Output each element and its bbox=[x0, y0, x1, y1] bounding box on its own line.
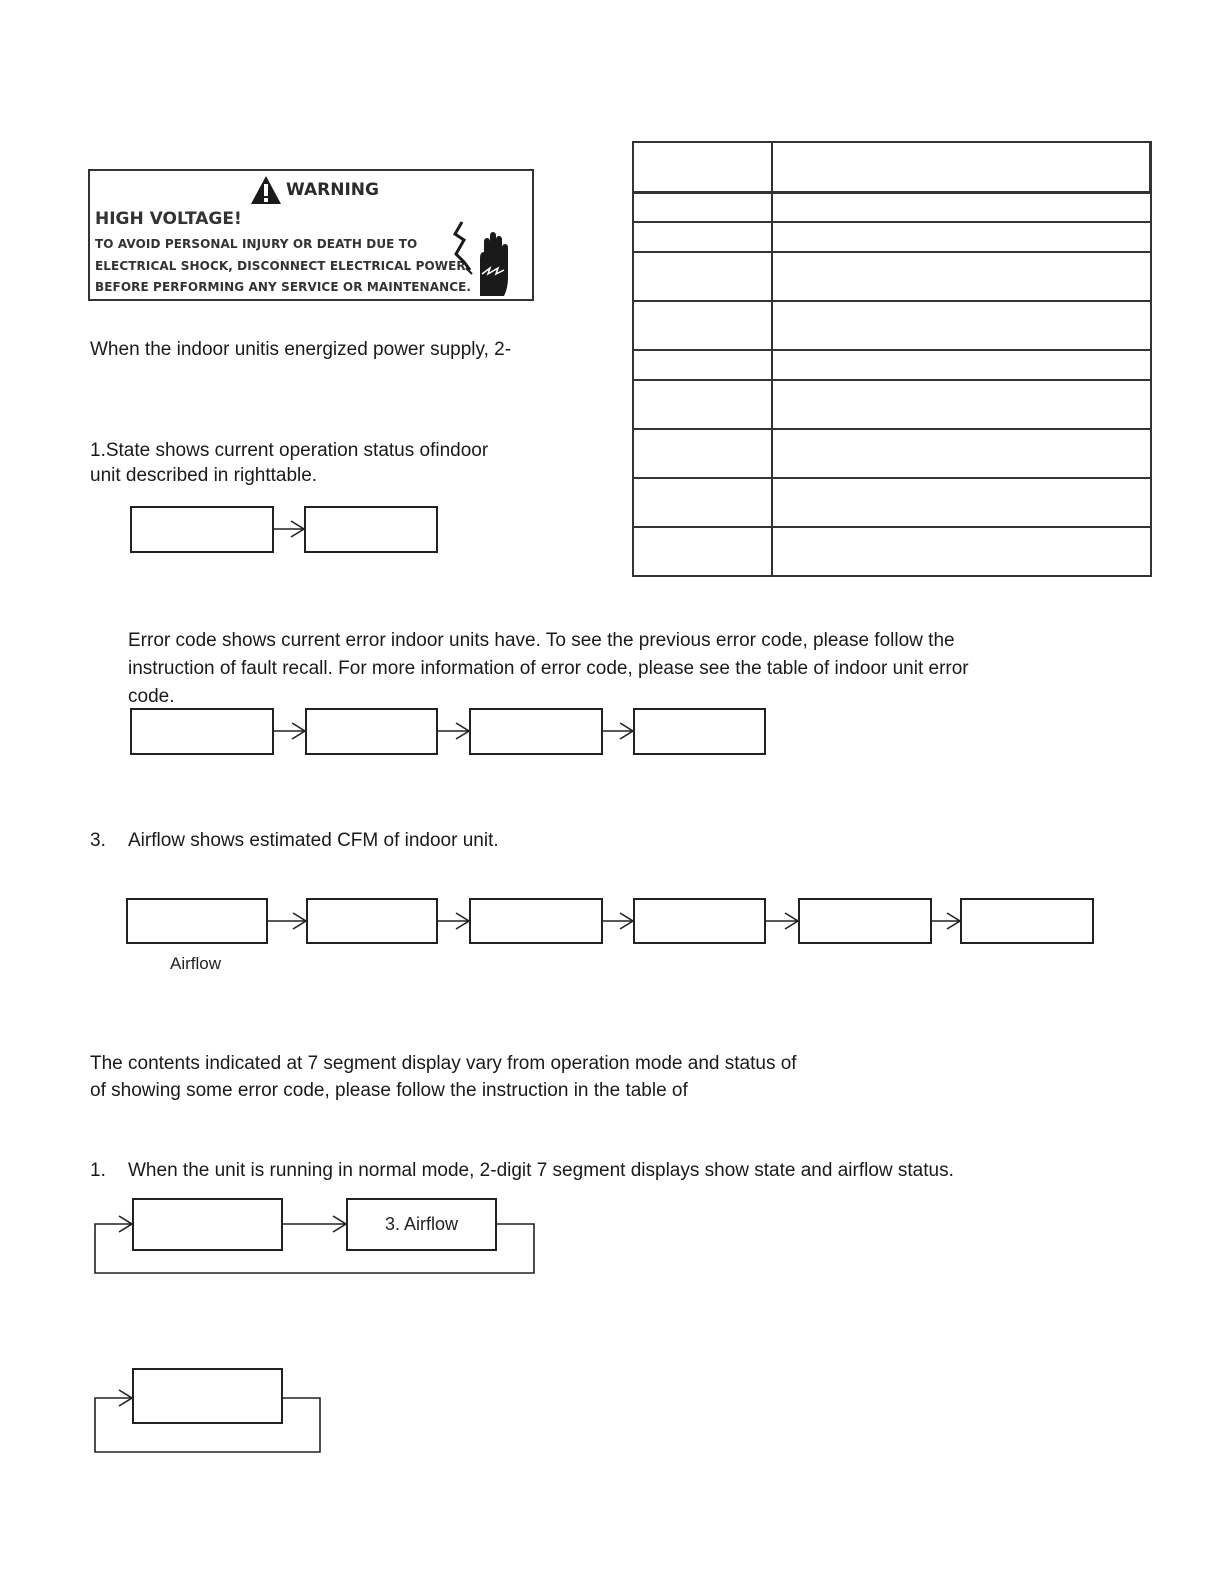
loop-display-box bbox=[132, 1368, 283, 1424]
table-row bbox=[633, 192, 1151, 222]
table-row bbox=[633, 142, 1151, 192]
display-note-line1: The contents indicated at 7 segment display vary from operation mode and status of bbox=[90, 1053, 797, 1074]
airflow-display-box-1 bbox=[126, 898, 268, 944]
table-row bbox=[633, 527, 1151, 576]
intro-text: When the indoor unitis energized power supply, 2- bbox=[90, 339, 512, 360]
error-display-box-2 bbox=[305, 708, 438, 755]
airflow-display-box-2 bbox=[306, 898, 438, 944]
table-row bbox=[633, 252, 1151, 301]
error-display-box-4 bbox=[633, 708, 766, 755]
section2-text-line3: code. bbox=[128, 686, 175, 707]
table-row bbox=[633, 350, 1151, 380]
normal-mode-text: When the unit is running in normal mode, 2-digit 7 segment displays show state and airflow status. bbox=[128, 1160, 954, 1181]
section1-text-line2: unit described in righttable. bbox=[90, 465, 318, 486]
table-row bbox=[633, 301, 1151, 350]
normal-airflow-box: 3. Airflow bbox=[346, 1198, 497, 1251]
display-note-line2: of showing some error code, please follow the instruction in the table of bbox=[90, 1080, 688, 1101]
error-display-box-3 bbox=[469, 708, 603, 755]
electric-shock-hand-icon bbox=[446, 218, 516, 298]
warning-title-text: WARNING bbox=[286, 180, 379, 200]
table-row bbox=[633, 429, 1151, 478]
airflow-display-box-6 bbox=[960, 898, 1094, 944]
airflow-display-box-4 bbox=[633, 898, 766, 944]
high-voltage-heading: HIGH VOLTAGE! bbox=[95, 209, 242, 229]
section1-text-line1: 1.State shows current operation status ofindoor bbox=[90, 440, 489, 461]
normal-mode-number: 1. bbox=[90, 1160, 106, 1181]
table-row bbox=[633, 380, 1151, 429]
section3-number: 3. bbox=[90, 830, 106, 851]
section3-text: Airflow shows estimated CFM of indoor unit. bbox=[128, 830, 499, 851]
status-table bbox=[632, 141, 1152, 577]
state-display-box-1 bbox=[130, 506, 274, 553]
normal-state-box bbox=[132, 1198, 283, 1251]
airflow-box-label: Airflow bbox=[170, 954, 222, 973]
airflow-display-box-3 bbox=[469, 898, 603, 944]
warning-triangle-icon bbox=[250, 175, 282, 205]
error-display-box-1 bbox=[130, 708, 274, 755]
warning-line-1: TO AVOID PERSONAL INJURY OR DEATH DUE TO bbox=[95, 237, 418, 251]
table-row bbox=[633, 222, 1151, 252]
airflow-display-box-5 bbox=[798, 898, 932, 944]
state-display-box-2 bbox=[304, 506, 438, 553]
section2-text-line2: instruction of fault recall. For more information of error code, please see the table of indoor unit error bbox=[128, 658, 969, 679]
warning-title bbox=[250, 175, 379, 205]
warning-line-3: BEFORE PERFORMING ANY SERVICE OR MAINTENANCE. bbox=[95, 280, 472, 294]
section2-text-line1: Error code shows current error indoor units have. To see the previous error code, please follow the bbox=[128, 630, 955, 651]
table-row bbox=[633, 478, 1151, 527]
warning-line-2: ELECTRICAL SHOCK, DISCONNECT ELECTRICAL POWER bbox=[95, 259, 466, 273]
